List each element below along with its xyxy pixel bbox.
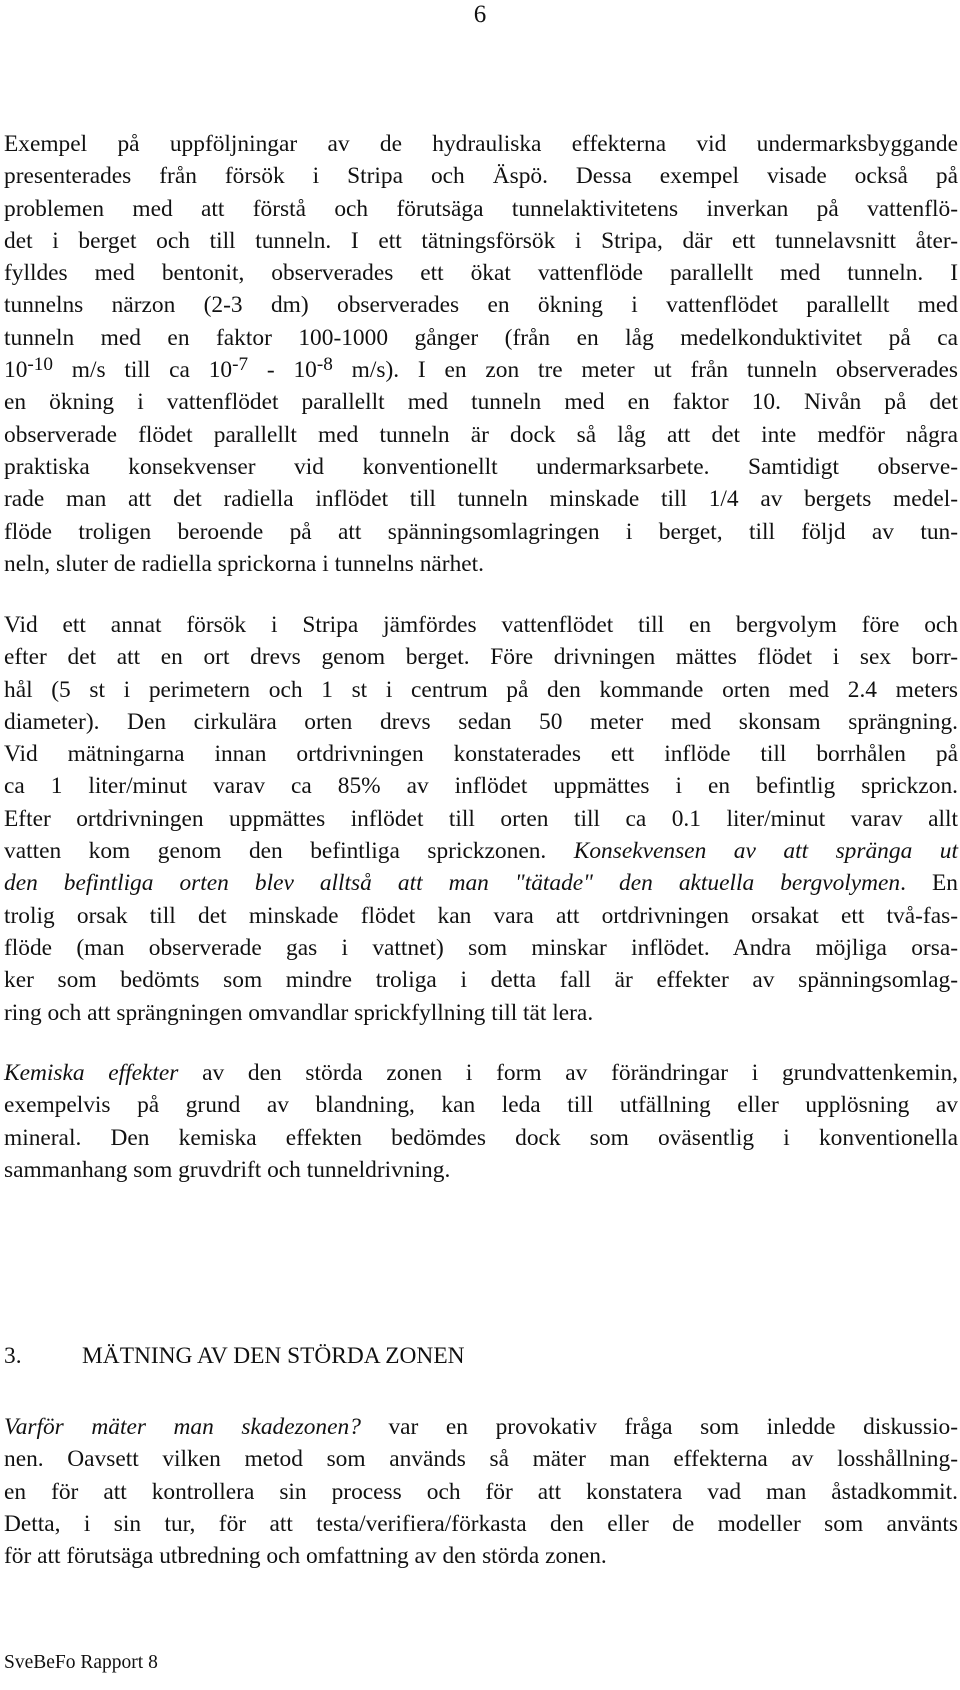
text-run: . En [900, 870, 958, 897]
page-number: 6 [473, 1, 487, 28]
text-line: praktiska konsekvenser vid konventionellt undermarksarbete. Samtidigt observe- [4, 453, 958, 480]
text-line: en ökning i vattenflödet parallellt med tunneln med en faktor 10. Nivån på det [4, 389, 958, 416]
text-line: ca 1 liter/minut varav ca 85% av inflödet uppmättes i en befintlig sprickzon. [4, 773, 958, 800]
italic-text: Varför mäter man skadezonen? [4, 1414, 361, 1440]
text-line: neln, sluter de radiella sprickorna i tunnelns närhet. [4, 550, 484, 577]
text-line: Vid mätningarna innan ortdrivningen konstaterades ett inflöde till borrhålen på [4, 741, 958, 768]
text-line: diameter). Den cirkulära orten drevs sedan 50 meter med skonsam sprängning. [4, 708, 958, 735]
text-line: flöde troligen beroende på att spänningsomlagringen i berget, till följd av tun- [4, 518, 958, 545]
text-line: flöde (man observerade gas i vattnet) som minskar inflödet. Andra möjliga orsa- [4, 934, 958, 961]
text-run: av den störda zonen i form av förändringar i grundvattenkemin, [178, 1060, 958, 1086]
text-line: Detta, i sin tur, för att testa/verifiera/förkasta den eller de modeller som använts [4, 1510, 958, 1537]
text-line: hål (5 st i perimetern och 1 st i centrum på den kommande orten med 2.4 meters [4, 676, 958, 703]
exponent: -7 [232, 354, 249, 376]
paragraph-hydraulic-examples [4, 128, 958, 580]
text-line: problemen med att förstå och förutsäga tunnelaktivitetens inverkan på vattenflö- [4, 195, 958, 222]
text-line: sammanhang som gruvdrift och tunneldrivning. [4, 1156, 451, 1183]
text-line-with-exponents [4, 354, 958, 386]
italic-text: Konsekvensen av att spränga ut [573, 838, 958, 865]
text-line: rade man att det radiella inflödet till tunneln minskade till 1/4 av bergets medel- [4, 486, 958, 513]
text-line: observerade flödet parallellt med tunneln är dock så låg att det inte medför några [4, 421, 958, 448]
exponent: -8 [316, 354, 333, 376]
text-line: Exempel på uppföljningar av de hydrauliska effekterna vid undermarksbyggande [4, 131, 958, 157]
text-line: Vid ett annat försök i Stripa jämfördes vattenflödet till en bergvolym före och [4, 612, 958, 638]
text-line: tunneln med en faktor 100-1000 gånger (från en låg medelkonduktivitet på ca [4, 324, 958, 351]
section-title: MÄTNING AV DEN STÖRDA ZONEN [82, 1343, 465, 1369]
text-run: vatten kom genom den befintliga sprickzonen. [4, 838, 574, 865]
text-line: trolig orsak till det minskade flödet kan vara att ortdrivningen orsakat ett två-fas- [4, 902, 958, 929]
text-run: - 10 [248, 357, 317, 384]
text-line-with-italic [4, 1411, 958, 1443]
text-run: m/s). I en zon tre meter ut från tunneln observerades [332, 357, 958, 384]
section-heading [4, 1340, 465, 1372]
text-line: en för att kontrollera sin process och för att konstatera vad man åstadkommit. [4, 1478, 958, 1505]
paragraph-stripa-experiment [4, 609, 958, 1029]
section-number: 3. [4, 1343, 22, 1369]
italic-text: den befintliga orten blev alltså att man "tätade" den aktuella bergvolymen [4, 870, 901, 897]
text-line: det i berget och till tunneln. I ett tätningsförsök i Stripa, där ett tunnelavsnitt åter- [4, 227, 958, 254]
italic-text: Kemiska effekter [4, 1060, 179, 1086]
text-run: 10 [4, 357, 28, 384]
text-line: Efter ortdrivningen uppmättes inflödet till orten till ca 0.1 liter/minut varav allt [4, 805, 958, 832]
text-line-with-italic [4, 867, 958, 899]
text-line: mineral. Den kemiska effekten bedömdes dock som oväsentlig i konventionella [4, 1124, 958, 1151]
text-line-with-italic [4, 835, 958, 867]
exponent: -10 [27, 354, 53, 376]
footer-report-name: SveBeFo Rapport 8 [4, 1652, 158, 1673]
text-line: exempelvis på grund av blandning, kan leda till utfällning eller upplösning av [4, 1092, 958, 1119]
text-run: m/s till ca 10 [52, 357, 233, 384]
text-line: för att förutsäga utbredning och omfattning av den störda zonen. [4, 1543, 607, 1570]
text-line: tunnelns närzon (2-3 dm) observerades en ökning i vattenflödet parallellt med [4, 292, 958, 319]
text-line: ker som bedömts som mindre troliga i detta fall är effekter av spänningsomlag- [4, 967, 958, 994]
text-line: ring och att sprängningen omvandlar sprickfyllning till tät lera. [4, 999, 594, 1026]
text-line-with-italic [4, 1057, 958, 1089]
paragraph-chemical-effects [4, 1057, 958, 1186]
text-line: nen. Oavsett vilken metod som används så mäter man effekterna av losshållning- [4, 1446, 958, 1473]
text-line: presenterades från försök i Stripa och Äspö. Dessa exempel visade också på [4, 163, 958, 190]
paragraph-why-measure [4, 1411, 958, 1572]
text-line: efter det att en ort drevs genom berget. Före drivningen mättes flödet i sex borr- [4, 644, 958, 671]
text-run: var en provokativ fråga som inledde diskussio- [360, 1414, 958, 1440]
text-line: fylldes med bentonit, observerades ett ökat vattenflöde parallellt med tunneln. I [4, 260, 958, 287]
